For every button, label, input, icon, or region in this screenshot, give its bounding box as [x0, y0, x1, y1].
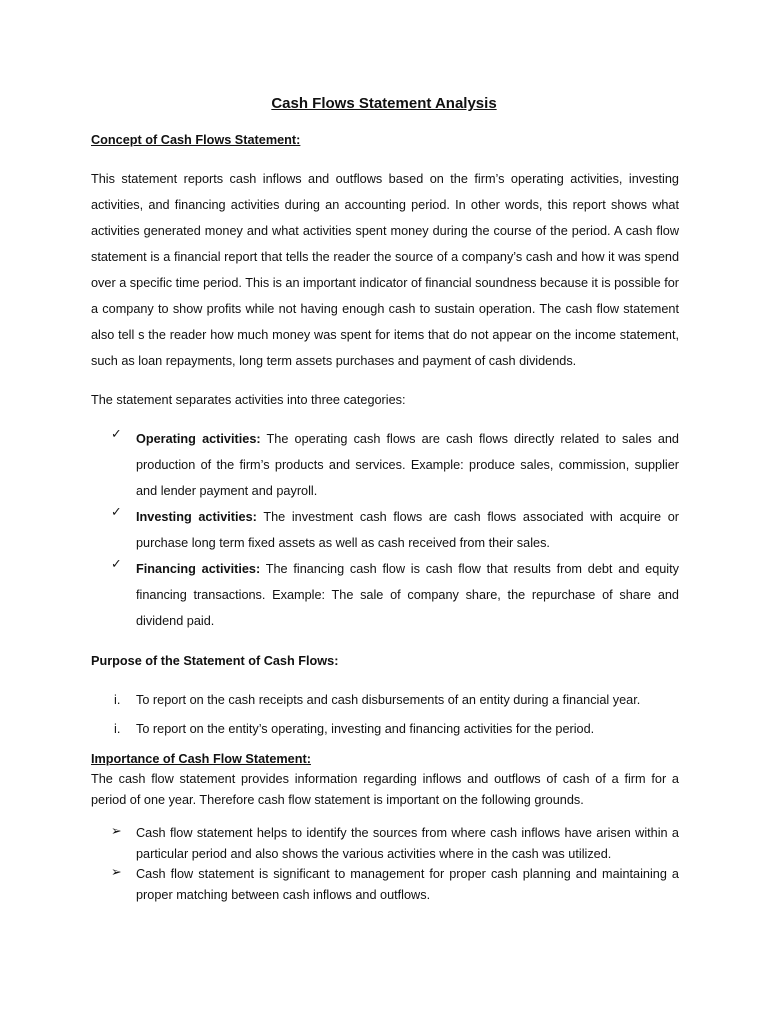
importance-item-text: Cash flow statement is significant to management for proper cash planning and maintaining a proper matching between cash inflows and outflows. — [136, 867, 679, 902]
importance-item — [111, 823, 679, 865]
purpose-item-text: To report on the entity’s operating, investing and financing activities for the period. — [136, 722, 595, 736]
purpose-item-text: To report on the cash receipts and cash disbursements of an entity during a financial year. — [136, 693, 641, 707]
arrow-bullet-icon: ➢ — [111, 865, 122, 879]
arrow-bullet-icon: ➢ — [111, 824, 122, 838]
category-financing — [111, 556, 679, 634]
importance-heading: Importance of Cash Flow Statement: — [91, 752, 311, 766]
purpose-heading: Purpose of the Statement of Cash Flows: — [91, 654, 339, 668]
concept-paragraph: This statement reports cash inflows and outflows based on the firm’s operating activities, investing activities, and financing activities during an accounting period. In other words, this report shows what activities generated money and what activities spent money during the course of the period. A cash flow statement is a financial report that tells the reader the source of a company’s cash and how it was spend over a specific time period. This is an important indicator of financial soundness because it is possible for a company to show profits while not having enough cash to sustain operation. The cash flow statement also tell s the reader how much money was spent for items that do not appear on the income statement, such as loan repayments, long term assets purchases and payment of cash dividends. — [91, 172, 679, 368]
category-investing — [111, 504, 679, 556]
category-label: Operating activities: — [136, 432, 261, 446]
concept-heading: Concept of Cash Flows Statement: — [91, 133, 301, 147]
category-text: The operating cash flows are cash flows directly related to sales and production of the firm’s products and services. Example: produce sales, commission, supplier and lender payment and payroll. — [136, 432, 679, 498]
checkmark-icon: ✓ — [111, 427, 122, 441]
categories-intro: The statement separates activities into three categories: — [91, 393, 406, 407]
category-text: The financing cash flow is cash flow that results from debt and equity financing transactions. Example: The sale of company share, the repurchase of share and dividend paid. — [136, 562, 679, 628]
importance-item — [111, 864, 679, 906]
document-title: Cash Flows Statement Analysis — [271, 95, 497, 112]
purpose-item — [111, 693, 679, 707]
importance-item-text: Cash flow statement helps to identify the sources from where cash inflows have arisen within a particular period and also shows the various activities where in the cash was utilized. — [136, 826, 679, 861]
checkmark-icon: ✓ — [111, 557, 122, 571]
list-numeral: i. — [114, 722, 121, 736]
importance-paragraph: The cash flow statement provides information regarding inflows and outflows of cash of a firm for a period of one year. Therefore cash flow statement is important on the following grounds. — [91, 772, 679, 807]
category-label: Investing activities: — [136, 510, 257, 524]
list-numeral: i. — [114, 693, 121, 707]
category-operating — [111, 426, 679, 504]
category-label: Financing activities: — [136, 562, 261, 576]
checkmark-icon: ✓ — [111, 505, 122, 519]
purpose-item — [111, 722, 679, 736]
category-text: The investment cash flows are cash flows associated with acquire or purchase long term fixed assets as well as cash received from their sales. — [136, 510, 679, 550]
